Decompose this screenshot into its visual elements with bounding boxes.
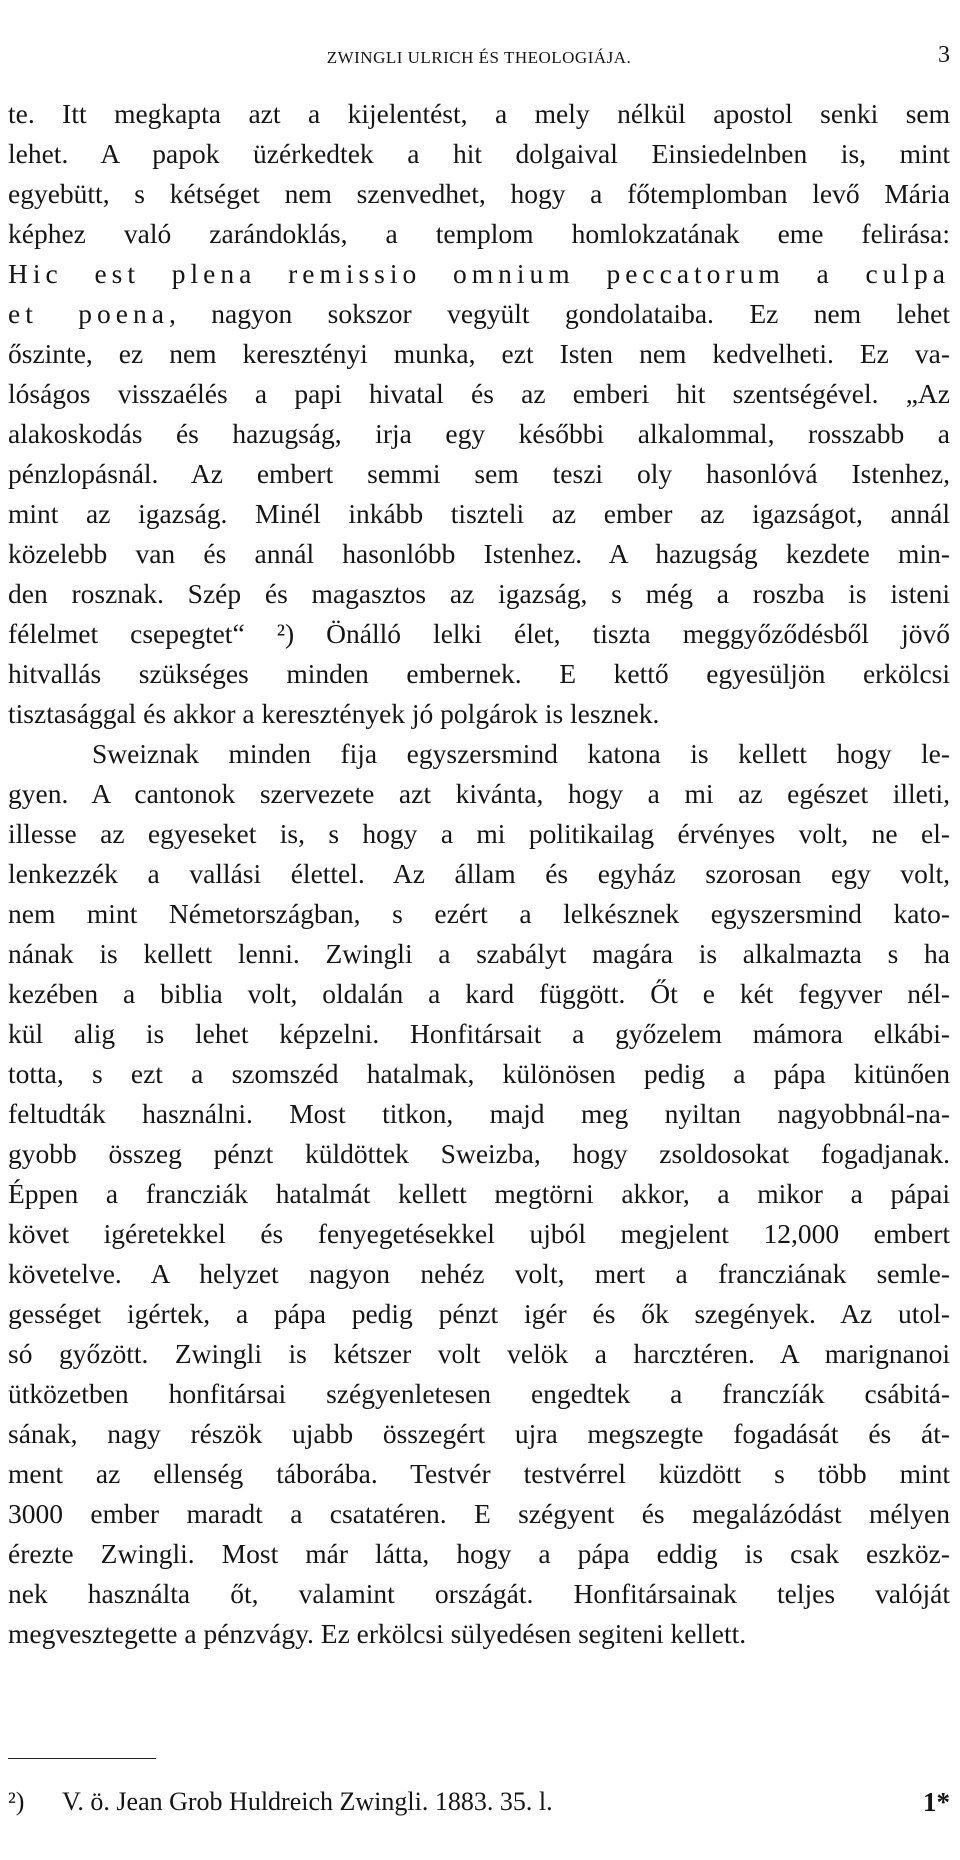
text-line: nának is kellett lenni. Zwingli a szabályt magára is alkalmazta s ha: [8, 938, 950, 969]
text-line-rest: , nagyon sokszor vegyült gondolataiba. Ez nem lehet: [168, 298, 950, 329]
footnote: [8, 1782, 950, 1822]
paragraph-start-line: Sweiznak minden fija egyszersmind katona is kellett hogy le-: [92, 738, 950, 769]
text-line: követelve. A helyzet nagyon nehéz volt, mert a francziának semle-: [8, 1258, 950, 1289]
text-line: nem mint Németországban, s ezért a lelkésznek egyszersmind kato-: [8, 898, 950, 929]
text-line: kül alig is lehet képzelni. Honfitársait a győzelem mámora elkábi-: [8, 1018, 950, 1049]
text-line: gességet igértek, a pápa pedig pénzt igér és ők szegények. Az utol-: [8, 1298, 950, 1329]
running-head: ZWINGLI ULRICH ÉS THEOLOGIÁJA.: [326, 48, 632, 67]
page-number: 3: [938, 42, 950, 68]
text-line: pénzlopásnál. Az embert semmi sem teszi oly hasonlóvá Istenhez,: [8, 458, 950, 489]
text-line: nek használta őt, valamint országát. Honfitársainak teljes valóját: [8, 1578, 950, 1609]
footnote-rule: [8, 1758, 156, 1759]
signature-mark: 1*: [923, 1787, 950, 1817]
text-line: illesse az egyeseket is, s hogy a mi politikailag érvényes volt, ne el-: [8, 818, 950, 849]
latin-inscription-end: et poena: [8, 298, 169, 329]
text-line: te. Itt megkapta azt a kijelentést, a mely nélkül apostol senki sem: [8, 98, 950, 129]
text-line: feltudták használni. Most titkon, majd meg nyiltan nagyobbnál-na-: [8, 1098, 950, 1129]
text-line: ütközetben honfitársai szégyenletesen engedtek a franczíák csábitá-: [8, 1378, 950, 1409]
body-text: [8, 94, 950, 1654]
text-line: [8, 294, 950, 334]
text-line: 3000 ember maradt a csatatéren. E szégyent és megalázódást mélyen: [8, 1498, 950, 1529]
page-header: [8, 42, 950, 72]
text-line: őszinte, ez nem keresztényi munka, ezt Isten nem kedvelheti. Ez va-: [8, 338, 950, 369]
paragraph-end-line: tisztasággal és akkor a keresztények jó polgárok is lesznek.: [8, 698, 660, 729]
text-line: gyen. A cantonok szervezete azt kivánta, hogy a mi az egészet illeti,: [8, 778, 950, 809]
text-line: lóságos visszaélés a papi hivatal és az emberi hit szentségével. „Az: [8, 378, 950, 409]
text-line: lehet. A papok üzérkedtek a hit dolgaival Einsiedelnben is, mint: [8, 138, 950, 169]
text-line: den rosznak. Szép és magasztos az igazság, s még a roszba is isteni: [8, 578, 950, 609]
text-line: totta, s ezt a szomszéd hatalmak, különösen pedig a pápa kitünően: [8, 1058, 950, 1089]
text-line: sának, nagy részök ujabb összegért ujra megszegte fogadását és át-: [8, 1418, 950, 1449]
text-line: egyebütt, s kétséget nem szenvedhet, hogy a főtemplomban levő Mária: [8, 178, 950, 209]
latin-inscription-line: Hic est plena remissio omnium peccatorum a culpa: [8, 258, 950, 289]
text-line: képhez való zarándoklás, a templom homlokzatának eme felirása:: [8, 218, 950, 249]
text-line: közelebb van és annál hasonlóbb Istenhez. A hazugság kezdete min-: [8, 538, 950, 569]
paragraph-end-line: megvesztegette a pénzvágy. Ez erkölcsi sülyedésen segiteni kellett.: [8, 1618, 747, 1649]
text-line: gyobb összeg pénzt küldöttek Sweizba, hogy zsoldosokat fogadjanak.: [8, 1138, 950, 1169]
footnote-text: V. ö. Jean Grob Huldreich Zwingli. 1883. 35. l.: [62, 1787, 553, 1816]
text-line: követ igéretekkel és fenyegetésekkel ujból megjelent 12,000 embert: [8, 1218, 950, 1249]
text-line: Éppen a francziák hatalmát kellett megtörni akkor, a mikor a pápai: [8, 1178, 950, 1209]
text-line: mint az igazság. Minél inkább tiszteli az ember az igazságot, annál: [8, 498, 950, 529]
text-line: alakoskodás és hazugság, irja egy későbbi alkalommal, rosszabb a: [8, 418, 950, 449]
text-line: félelmet csepegtet“ ²) Önálló lelki élet, tiszta meggyőződésből jövő: [8, 618, 950, 649]
text-line: érezte Zwingli. Most már látta, hogy a pápa eddig is csak eszköz-: [8, 1538, 950, 1569]
text-line: ment az ellenség táborába. Testvér testvérrel küzdött s több mint: [8, 1458, 950, 1489]
footnote-number: ²): [8, 1787, 25, 1816]
text-line: kezében a biblia volt, oldalán a kard függött. Őt e két fegyver nél-: [8, 978, 950, 1009]
text-line: hitvallás szükséges minden embernek. E kettő egyesüljön erkölcsi: [8, 658, 950, 689]
text-line: só győzött. Zwingli is kétszer volt velök a harcztéren. A marignanoi: [8, 1338, 950, 1369]
text-line: lenkezzék a vallási élettel. Az állam és egyház szorosan egy volt,: [8, 858, 950, 889]
